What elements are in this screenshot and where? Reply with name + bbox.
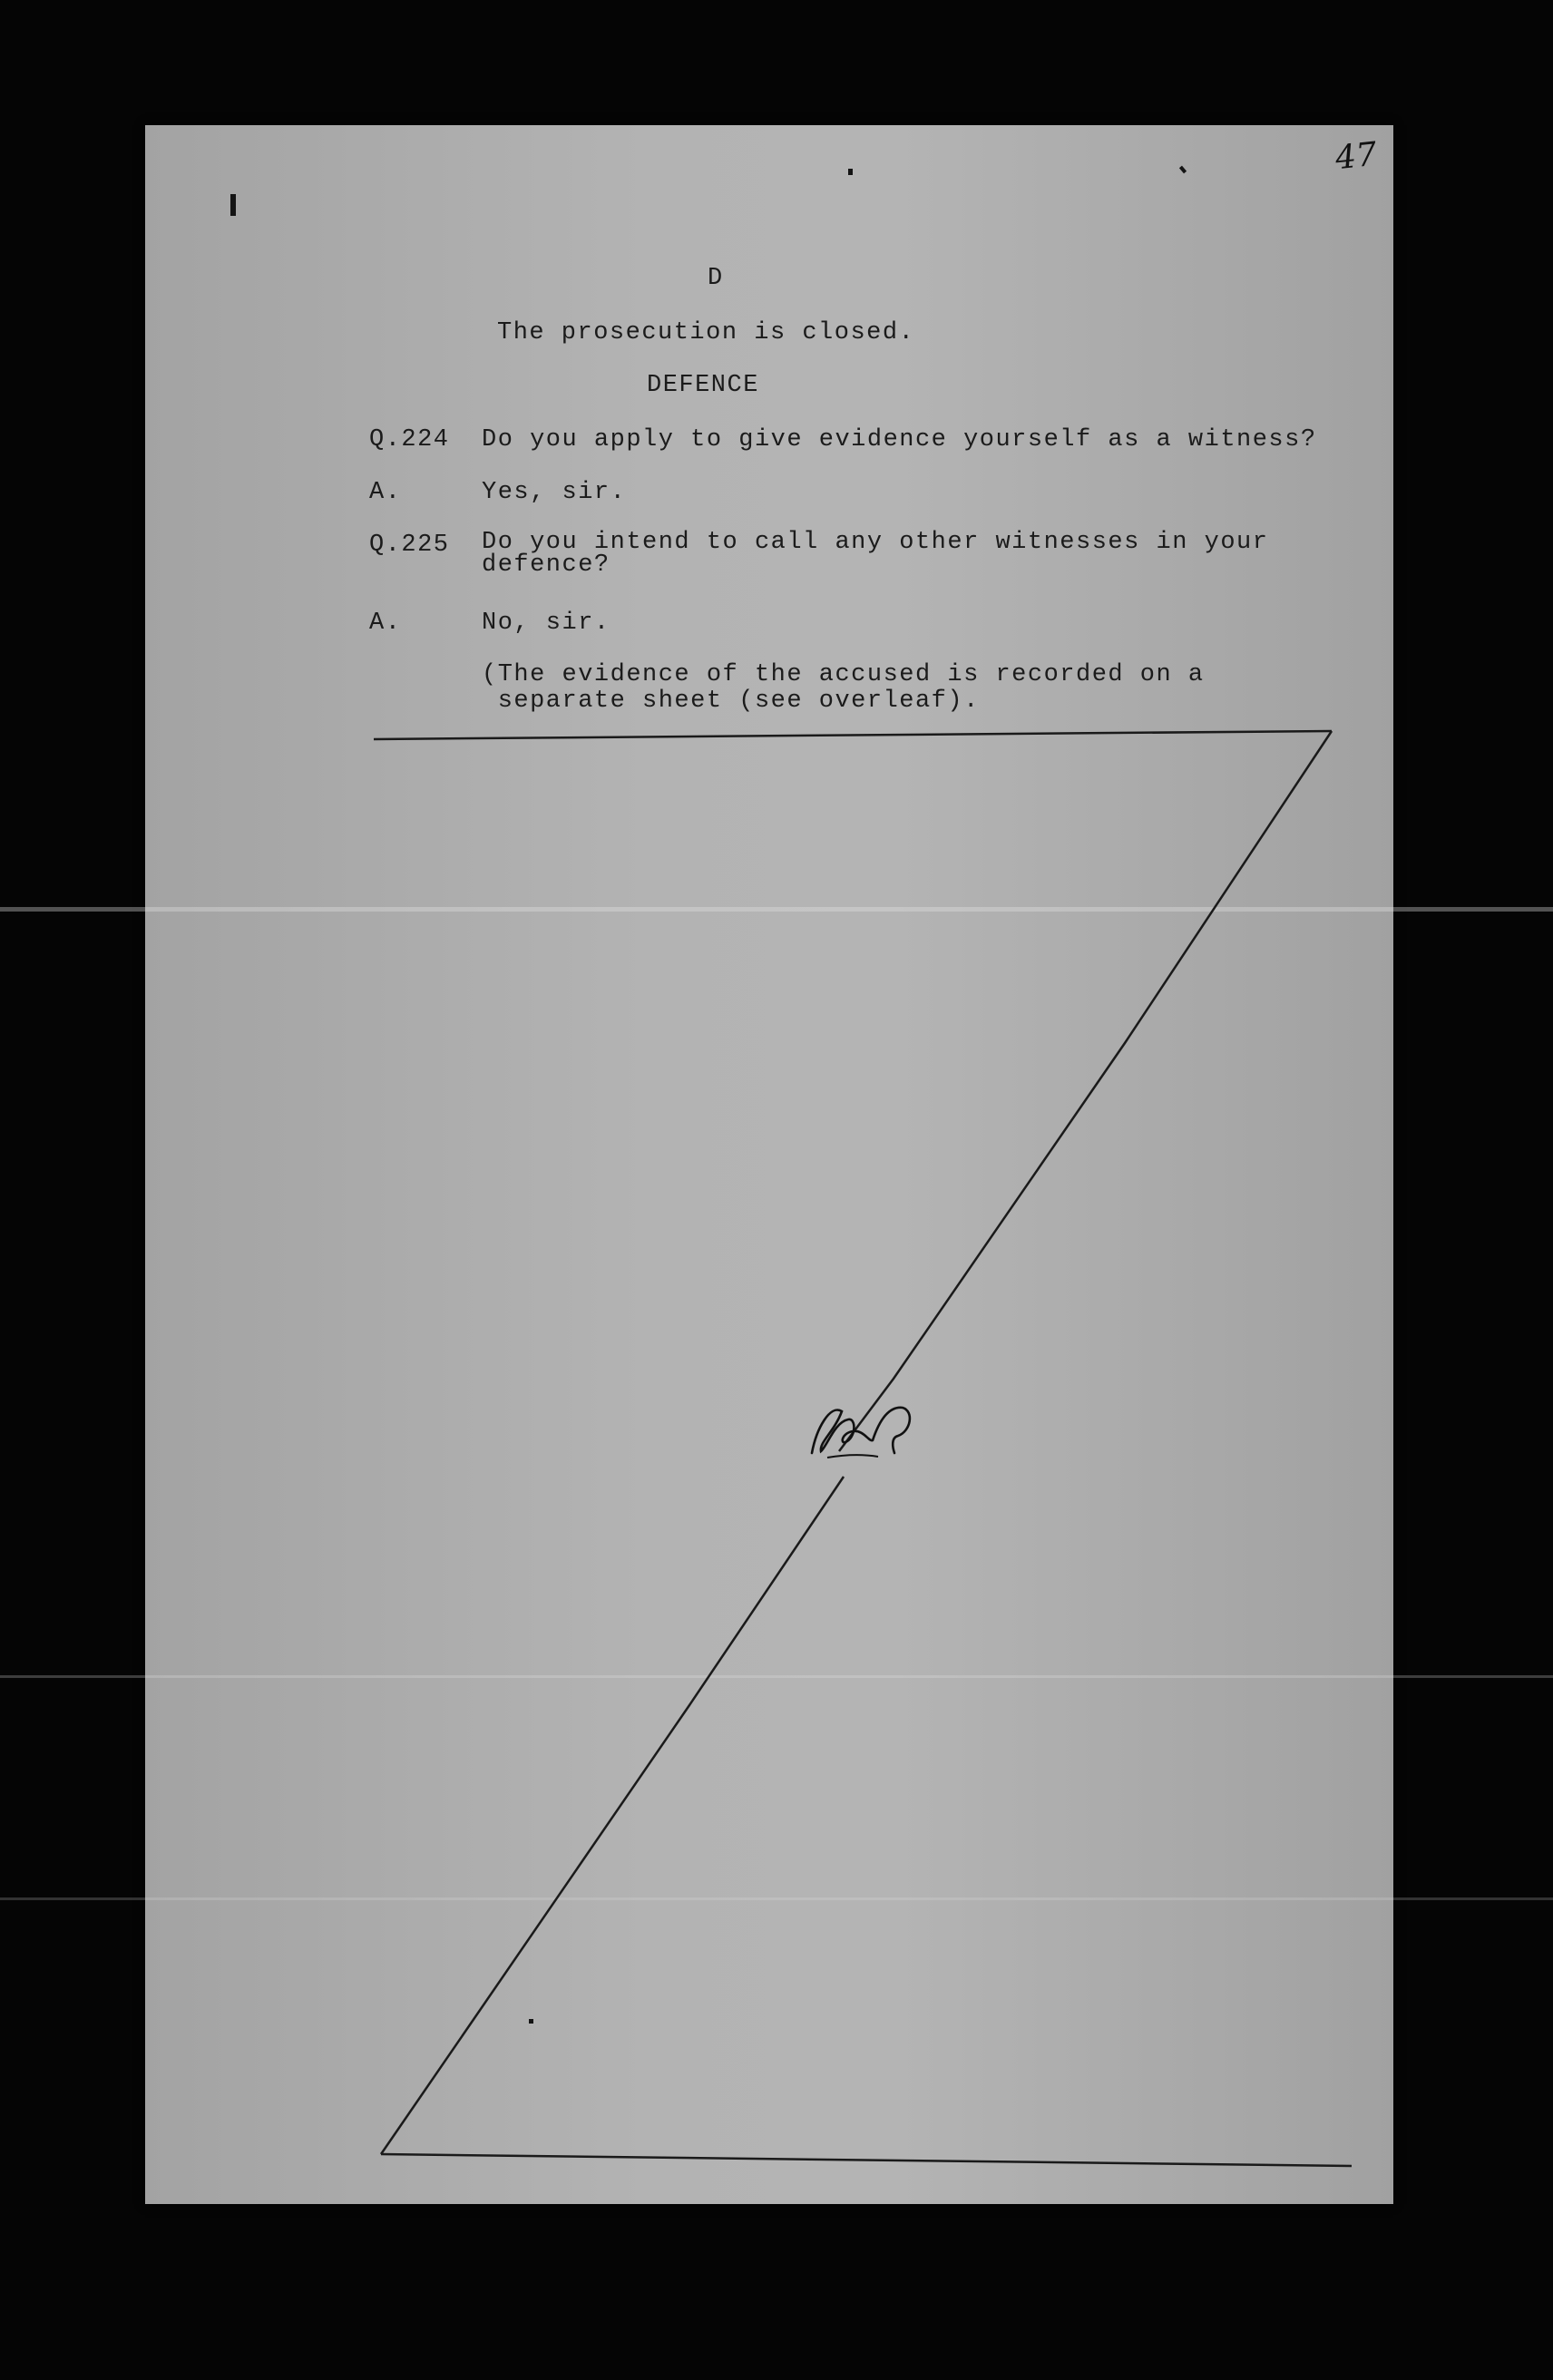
answer-label: A. xyxy=(369,610,402,637)
z-top-line xyxy=(374,731,1332,739)
question-text: Do you intend to call any other witnesses in your defence? xyxy=(482,529,1269,579)
signature-initials xyxy=(812,1408,910,1458)
z-diagonal-upper xyxy=(839,731,1332,1451)
z-diagonal-lower xyxy=(381,1477,844,2154)
answer-label: A. xyxy=(369,479,402,506)
answer-text: No, sir. xyxy=(482,610,610,637)
answer-text: Yes, sir. xyxy=(482,479,627,506)
page-number: 47 xyxy=(1333,135,1379,178)
section-letter: D xyxy=(708,265,724,292)
question-text: Do you apply to give evidence yourself as a witness? xyxy=(482,426,1317,454)
defence-heading: DEFENCE xyxy=(647,372,759,399)
prosecution-closed-text: The prosecution is closed. xyxy=(497,319,915,346)
accused-evidence-note: (The evidence of the accused is recorded on a separate sheet (see overleaf). xyxy=(482,661,1205,715)
question-label: Q.224 xyxy=(369,426,450,454)
question-label: Q.225 xyxy=(369,532,450,559)
z-bottom-line xyxy=(381,2154,1352,2166)
